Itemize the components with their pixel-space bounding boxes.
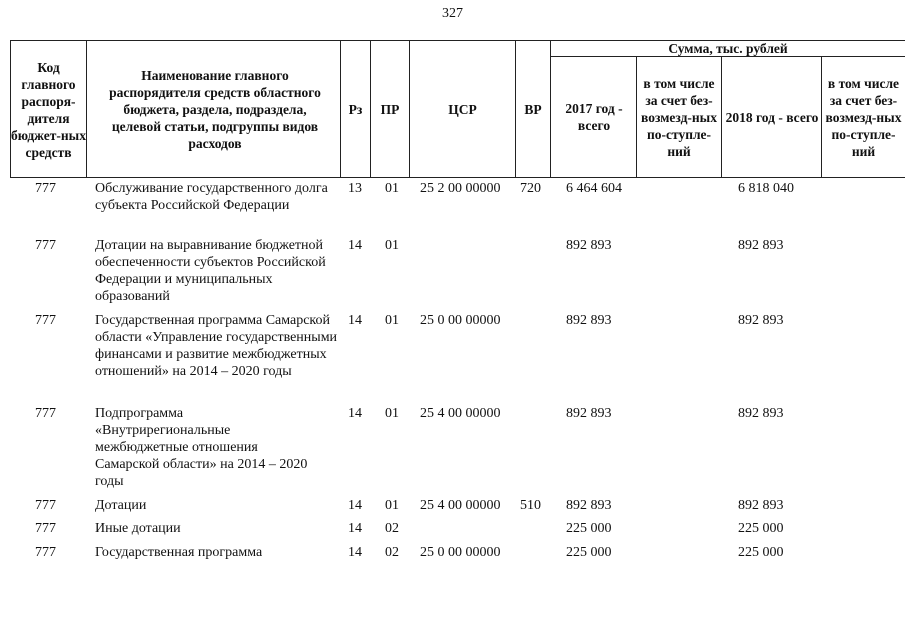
row-name: Иные дотации — [95, 521, 181, 536]
header-sum: Сумма, тыс. рублей — [668, 41, 788, 56]
row-rz: 14 — [348, 313, 362, 328]
header-csr: ЦСР — [448, 101, 477, 117]
row-name: Обслуживание государственного долга субъекта Российской Федерации — [95, 181, 328, 213]
row-sum-2017: 892 893 — [566, 238, 612, 253]
row-sum-2017: 6 464 604 — [566, 181, 622, 196]
header-rz: Рз — [348, 101, 363, 117]
page-number: 327 — [442, 6, 463, 21]
row-vr: 720 — [520, 181, 541, 196]
row-rz: 14 — [348, 406, 362, 421]
divider — [550, 41, 551, 178]
row-code: 777 — [35, 238, 56, 253]
row-code: 777 — [35, 521, 56, 536]
row-sum-2018: 892 893 — [738, 313, 784, 328]
header-vr: ВР — [524, 101, 542, 117]
row-sum-2017: 225 000 — [566, 521, 612, 536]
row-sum-2018: 6 818 040 — [738, 181, 794, 196]
row-pr: 01 — [385, 238, 399, 253]
row-pr: 01 — [385, 181, 399, 196]
header-2018-gratuitous: в том числе за счет без-возмезд-ных по-ступле-ний — [825, 75, 902, 159]
row-code: 777 — [35, 313, 56, 328]
row-csr: 25 4 00 00000 — [420, 406, 501, 421]
row-rz: 14 — [348, 545, 362, 560]
row-csr: 25 2 00 00000 — [420, 181, 501, 196]
row-name: Дотации — [95, 498, 147, 513]
row-code: 777 — [35, 406, 56, 421]
row-sum-2018: 892 893 — [738, 498, 784, 513]
table-header — [10, 40, 905, 178]
header-code: Код главного распоря-дителя бюджет-ных средств — [11, 60, 86, 160]
header-2017-gratuitous: в том числе за счет без-возмезд-ных по-ступле-ний — [641, 75, 717, 159]
row-sum-2018: 892 893 — [738, 406, 784, 421]
row-pr: 01 — [385, 313, 399, 328]
row-sum-2018: 892 893 — [738, 238, 784, 253]
row-rz: 14 — [348, 521, 362, 536]
row-code: 777 — [35, 181, 56, 196]
divider — [86, 41, 87, 178]
row-pr: 02 — [385, 521, 399, 536]
divider — [10, 177, 905, 178]
header-pr: ПР — [380, 101, 400, 117]
row-sum-2017: 225 000 — [566, 545, 612, 560]
row-vr: 510 — [520, 498, 541, 513]
row-csr: 25 0 00 00000 — [420, 313, 501, 328]
row-pr: 01 — [385, 498, 399, 513]
row-sum-2018: 225 000 — [738, 521, 784, 536]
divider — [721, 57, 722, 178]
row-sum-2017: 892 893 — [566, 498, 612, 513]
row-code: 777 — [35, 498, 56, 513]
row-sum-2017: 892 893 — [566, 406, 612, 421]
row-pr: 01 — [385, 406, 399, 421]
row-rz: 14 — [348, 238, 362, 253]
row-rz: 14 — [348, 498, 362, 513]
header-name: Наименование главного распорядителя средств областного бюджета, раздела, подраздела, целевой статьи, подгруппы видов расходов — [109, 67, 321, 151]
row-rz: 13 — [348, 181, 362, 196]
header-2018-total: 2018 год - всего — [725, 109, 819, 125]
row-sum-2018: 225 000 — [738, 545, 784, 560]
row-name: Дотации на выравнивание бюджетной обеспеченности субъектов Российской Федерации и муниципальных образований — [95, 238, 326, 304]
row-pr: 02 — [385, 545, 399, 560]
row-name: Подпрограмма «Внутрирегиональные межбюджетные отношения Самарской области» на 2014 – 2020 годы — [95, 406, 308, 489]
row-code: 777 — [35, 545, 56, 560]
header-2017-total: 2017 год - всего — [565, 101, 623, 133]
row-csr: 25 4 00 00000 — [420, 498, 501, 513]
row-name: Государственная программа — [95, 545, 263, 560]
row-csr: 25 0 00 00000 — [420, 545, 501, 560]
row-name: Государственная программа Самарской области «Управление государственными финансами и развитие межбюджетных отношений» на 2014 – 2020 годы — [95, 313, 338, 379]
row-sum-2017: 892 893 — [566, 313, 612, 328]
